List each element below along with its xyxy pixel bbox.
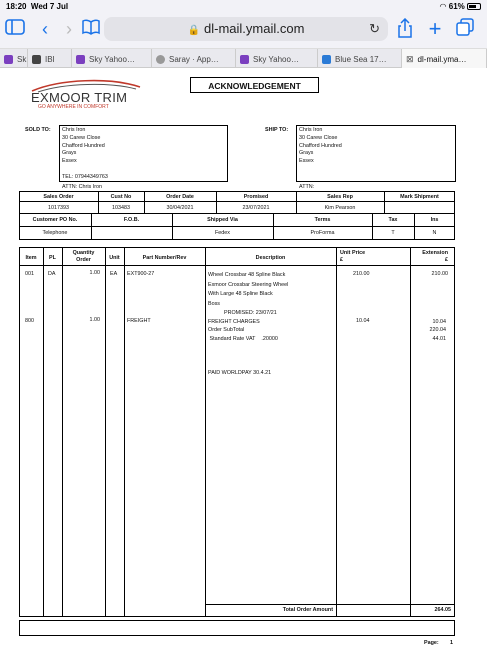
bookmarks-icon[interactable] (80, 18, 102, 40)
col-unit-price: Unit Price £ (340, 250, 366, 263)
hdr-sales-order: Sales Order (43, 194, 74, 200)
tab-sky-3[interactable]: Sky Yahoo… (236, 49, 318, 69)
hdr-mark-shipment: Mark Shipment (400, 194, 439, 200)
col-item: Item (25, 255, 37, 261)
status-time: 18:20 Wed 7 Jul (6, 2, 69, 11)
val-terms: ProForma (310, 230, 335, 236)
tab-sky-1[interactable]: Sk (0, 49, 28, 69)
hdr-ins: Ins (430, 217, 439, 223)
mc-favicon-icon (322, 55, 331, 64)
col-unit: Unit (109, 255, 120, 261)
hdr-promised: Promised (243, 194, 269, 200)
attn-sold: ATTN: Chris Iron (62, 184, 103, 190)
battery-percent: 61% (448, 2, 465, 11)
item-description: Wheel Crossbar 48 Spline Black Exmoor Crossbar Steering Wheel With Large 48 Spline Black Boss PROMISED: 23/07/21 (208, 272, 289, 317)
back-icon[interactable]: ‹ (42, 19, 48, 39)
ship-to-box (296, 125, 456, 182)
page-label: Page: (424, 640, 439, 646)
address-bar[interactable] (104, 17, 388, 41)
tab-saray[interactable]: Saray · App… (152, 49, 236, 69)
tab-blue-sea[interactable]: Blue Sea 17… (318, 49, 402, 69)
hdr-tax: Tax (388, 217, 398, 223)
col-part-number: Part Number/Rev (142, 255, 187, 261)
sold-to-box (59, 125, 228, 182)
hdr-sales-rep: Sales Rep (327, 194, 353, 200)
ship-to-address: Chris Iron 30 Carew Close Chafford Hundred Grays Essex (299, 127, 342, 165)
status-right (440, 2, 481, 11)
col-quantity: Quantity Order (72, 250, 95, 263)
val-shipped-via: Fedex (215, 230, 230, 236)
site-favicon-icon (32, 55, 41, 64)
wifi-icon: ◠ (439, 2, 447, 11)
col-description: Description (255, 255, 286, 261)
lock-icon: 🔒 (187, 25, 201, 36)
tabs-overview-icon[interactable] (454, 18, 476, 40)
status-bar (0, 0, 487, 14)
yahoo-favicon-icon (4, 55, 13, 64)
item-description: FREIGHT CHARGES Order SubTotal Standard Rate VAT .20000 (208, 319, 278, 342)
sidebar-icon[interactable] (4, 18, 26, 40)
ship-to-label: SHIP TO: (265, 127, 289, 133)
tab-bar (0, 48, 487, 68)
hdr-shipped-via: Shipped Via (207, 217, 238, 223)
col-extension: Extension £ (422, 250, 448, 263)
yahoo-favicon-icon (76, 55, 85, 64)
hdr-cust-no: Cust No (110, 194, 132, 200)
yahoo-favicon-icon (240, 55, 249, 64)
new-tab-icon[interactable]: + (428, 16, 442, 41)
val-sales-order: 1017393 (48, 205, 69, 211)
document-page: EXMOOR TRIM GO ANYWHERE IN COMFORT ACKNOWLEDGEMENT SOLD TO: Chris Iron 30 Carew Close Chafford Hundred Grays Essex TEL: 07944349763 ATTN: Chris Iron SHIP TO: Chris Iron 30 Carew Close Chafford Hundred Grays Essex ATTN: Sales Order Cust No Order Date Promised Sales Rep Mark Shipment 1017393 103483 30/04/2021 23/07/2021 Kim Pearson Customer PO No. F.O.B. Shipped Via Terms Tax Ins Telephone Fedex ProForma T N Item PL Quantity Order Unit Part Number/Rev Description Unit Price £ Extension £ 001 DA 1.00 EA EXT900-27 Wheel Crossbar 48 Spline Black Exmoor Crossbar Steering Wheel With Large 48 Spline Black Boss PROMISED: 23/07/21 210.00 210.00 800 1.00 FREIGHT FREIGHT CHARGES Order SubTotal Standard Rate VAT .20000 10.04 10.04 220.04 44.01 PAID WORLDPAY 30.4.21 Total Order Amount 264.05 Page: 1 (0, 68, 487, 649)
val-customer-po: Telephone (42, 230, 68, 236)
share-icon[interactable] (394, 18, 416, 40)
apple-favicon-icon (156, 55, 165, 64)
val-sales-rep: Kim Pearson (324, 205, 356, 211)
browser-toolbar (0, 14, 487, 44)
sold-to-address: Chris Iron 30 Carew Close Chafford Hundred Grays Essex TEL: 07944349763 (62, 127, 108, 180)
val-order-date: 30/04/2021 (166, 205, 194, 211)
battery-icon (467, 3, 481, 10)
reload-icon[interactable]: ↻ (369, 21, 380, 36)
footer-box (19, 620, 455, 636)
val-tax: T (391, 230, 395, 236)
url-text: dl-mail.ymail.com (204, 21, 305, 36)
title-box (190, 77, 319, 93)
tab-sky-2[interactable]: Sky Yahoo… (72, 49, 152, 69)
total-value: 264.05 (434, 607, 451, 613)
col-pl: PL (49, 255, 56, 261)
page-title: ACKNOWLEDGEMENT (208, 81, 301, 91)
val-ins: N (432, 230, 437, 236)
total-label: Total Order Amount (282, 607, 333, 613)
close-tab-icon[interactable]: ⊠ (406, 53, 414, 64)
logo-tagline: GO ANYWHERE IN COMFORT (38, 104, 109, 110)
hdr-terms: Terms (314, 217, 331, 223)
page-number: 1 (450, 640, 453, 646)
tab-dl-mail[interactable]: ⊠ dl-mail.yma… (402, 49, 487, 69)
sold-to-label: SOLD TO: (25, 127, 51, 133)
tab-ibi[interactable]: IBI (28, 49, 72, 69)
paid-note: PAID WORLDPAY 30.4.21 (208, 370, 272, 376)
val-promised: 23/07/2021 (242, 205, 270, 211)
hdr-fob: F.O.B. (123, 217, 140, 223)
forward-icon[interactable]: › (66, 19, 72, 39)
val-cust-no: 103483 (112, 205, 130, 211)
hdr-customer-po: Customer PO No. (32, 217, 78, 223)
hdr-order-date: Order Date (166, 194, 194, 200)
logo-text: EXMOOR TRIM (31, 90, 128, 105)
attn-ship: ATTN: (299, 184, 315, 190)
